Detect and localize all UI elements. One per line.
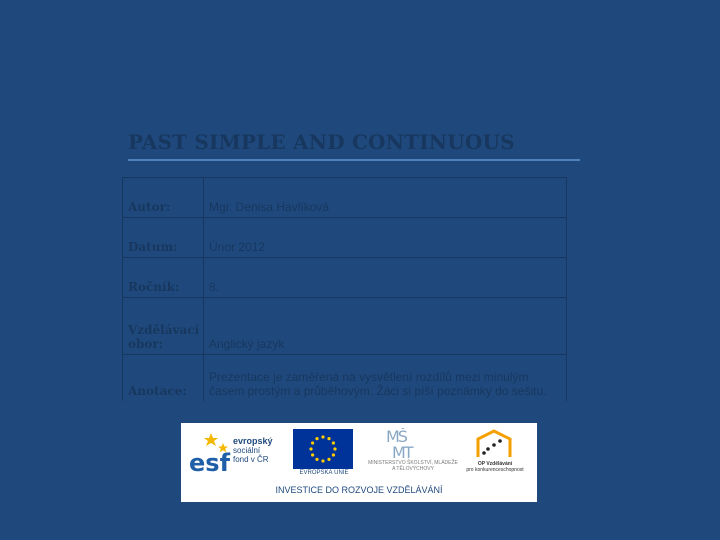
op-line2: pro konkurenceschopnost <box>466 467 524 473</box>
esf-line1: evropský <box>233 436 273 446</box>
info-label: Vzdělávací obor: <box>123 298 204 355</box>
info-row-author <box>123 178 567 218</box>
esf-text <box>233 437 273 464</box>
info-row-grade <box>123 258 567 298</box>
info-value: Mgr. Denisa Havlíková <box>204 178 567 218</box>
presentation-title: PAST SIMPLE AND CONTINUOUS <box>128 130 515 154</box>
funding-logos-banner <box>181 423 537 502</box>
info-value: Únor 2012 <box>204 218 567 258</box>
info-label: Autor: <box>123 178 204 218</box>
info-row-annotation <box>123 355 567 402</box>
info-value: Prezentace je zaměřená na vysvětlení rozdílů mezi minulým časem prostým a průběhovým. Žáci si píší poznámky do sešitu. <box>204 355 567 402</box>
eu-label: EVROPSKÁ UNIE <box>299 470 349 476</box>
info-table <box>122 177 567 401</box>
info-value: 8. <box>204 258 567 298</box>
esf-line3: fond v ČR <box>233 455 269 464</box>
esf-line2: sociální <box>233 446 261 455</box>
info-label: Anotace: <box>123 355 204 402</box>
eu-flag-icon <box>293 429 353 469</box>
info-label: Datum: <box>123 218 204 258</box>
svg-text:MT: MT <box>392 443 412 462</box>
investice-slogan: INVESTICE DO ROZVOJE VZDĚLÁVÁNÍ <box>275 485 443 495</box>
op-label <box>462 461 528 473</box>
info-row-subject <box>123 298 567 355</box>
info-label: Ročník: <box>123 258 204 298</box>
info-row-date <box>123 218 567 258</box>
info-value: Anglický jazyk <box>204 298 567 355</box>
esf-logo-icon <box>189 429 235 480</box>
svg-text:MŠ: MŠ <box>386 428 406 446</box>
svg-text:esf: esf <box>189 449 231 475</box>
title-underline <box>128 159 580 161</box>
msmt-label: MINISTERSTVO ŠKOLSTVÍ, MLÁDEŽE A TĚLOVÝCHOVY <box>368 460 458 472</box>
op-line1: OP Vzdělávání <box>477 461 513 467</box>
